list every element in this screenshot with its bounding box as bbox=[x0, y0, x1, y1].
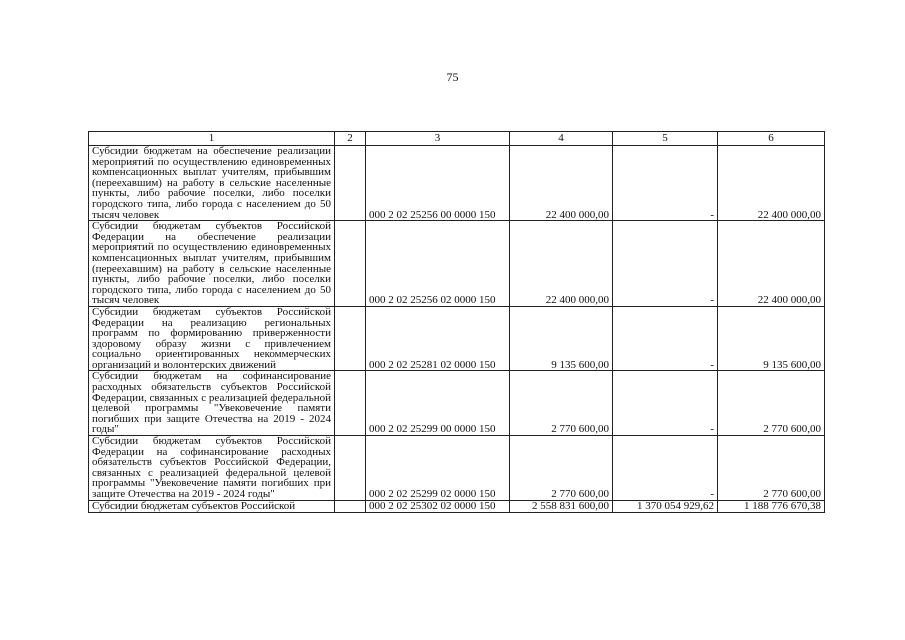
column-header-3: 3 bbox=[366, 132, 510, 146]
row-col5-amount: - bbox=[613, 436, 718, 501]
row-col5-amount: - bbox=[613, 146, 718, 221]
table-row bbox=[89, 371, 825, 436]
row-budget-code: 000 2 02 25299 00 0000 150 bbox=[366, 371, 510, 436]
column-header-4: 4 bbox=[510, 132, 613, 146]
row-budget-code: 000 2 02 25302 02 0000 150 bbox=[366, 500, 510, 512]
row-col2 bbox=[335, 221, 366, 307]
column-header-2: 2 bbox=[335, 132, 366, 146]
row-budget-code: 000 2 02 25281 02 0000 150 bbox=[366, 306, 510, 371]
budget-table bbox=[88, 131, 825, 513]
row-col2 bbox=[335, 306, 366, 371]
row-col6-amount: 22 400 000,00 bbox=[718, 146, 825, 221]
row-description: Субсидии бюджетам на софинансирование расходных обязательств субъектов Российской Федерации, связанных с реализацией федеральной целевой программы "Увековечение памяти погибших при защите Отечества на 2019 - 2024 годы" bbox=[89, 371, 335, 436]
page-number: 75 bbox=[446, 70, 459, 84]
row-budget-code: 000 2 02 25256 00 0000 150 bbox=[366, 146, 510, 221]
column-header-5: 5 bbox=[613, 132, 718, 146]
row-col6-amount: 1 188 776 670,38 bbox=[718, 500, 825, 512]
row-col4-amount: 22 400 000,00 bbox=[510, 146, 613, 221]
row-description: Субсидии бюджетам субъектов Российской bbox=[89, 500, 335, 512]
row-col5-amount: - bbox=[613, 221, 718, 307]
row-col6-amount: 22 400 000,00 bbox=[718, 221, 825, 307]
row-budget-code: 000 2 02 25256 02 0000 150 bbox=[366, 221, 510, 307]
table-row bbox=[89, 146, 825, 221]
column-header-6: 6 bbox=[718, 132, 825, 146]
table-row bbox=[89, 436, 825, 501]
row-description: Субсидии бюджетам на обеспечение реализации мероприятий по осуществлению единовременных компенсационных выплат учителям, прибывшим (переехавшим) на работу в сельские населенные пункты, либо рабочие поселки, либо поселки городского типа, либо города с населением до 50 тысяч человек bbox=[89, 146, 335, 221]
row-col5-amount: - bbox=[613, 371, 718, 436]
table-header-row bbox=[89, 132, 825, 146]
row-col2 bbox=[335, 146, 366, 221]
row-col6-amount: 9 135 600,00 bbox=[718, 306, 825, 371]
row-col5-amount: - bbox=[613, 306, 718, 371]
row-col4-amount: 9 135 600,00 bbox=[510, 306, 613, 371]
row-col2 bbox=[335, 371, 366, 436]
row-col2 bbox=[335, 436, 366, 501]
table-row bbox=[89, 500, 825, 512]
table-row bbox=[89, 306, 825, 371]
row-col4-amount: 2 770 600,00 bbox=[510, 371, 613, 436]
column-header-1: 1 bbox=[89, 132, 335, 146]
row-col4-amount: 2 558 831 600,00 bbox=[510, 500, 613, 512]
row-col4-amount: 2 770 600,00 bbox=[510, 436, 613, 501]
row-col4-amount: 22 400 000,00 bbox=[510, 221, 613, 307]
table-row bbox=[89, 221, 825, 307]
row-description: Субсидии бюджетам субъектов Российской Федерации на обеспечение реализации мероприятий по осуществлению единовременных компенсационных выплат учителям, прибывшим (переехавшим) на работу в сельские населенные пункты, либо рабочие поселки, либо поселки городского типа, либо города с населением до 50 тысяч человек bbox=[89, 221, 335, 307]
row-budget-code: 000 2 02 25299 02 0000 150 bbox=[366, 436, 510, 501]
row-col6-amount: 2 770 600,00 bbox=[718, 371, 825, 436]
row-col6-amount: 2 770 600,00 bbox=[718, 436, 825, 501]
row-description: Субсидии бюджетам субъектов Российской Федерации на реализацию региональных программ по формированию приверженности здоровому образу жизни с привлечением социально ориентированных некоммерческих организаций и волонтерских движений bbox=[89, 306, 335, 371]
row-col2 bbox=[335, 500, 366, 512]
row-description: Субсидии бюджетам субъектов Российской Федерации на софинансирование расходных обязательств субъектов Российской Федерации, связанных с реализацией федеральной целевой программы "Увековечение памяти погибших при защите Отечества на 2019 - 2024 годы" bbox=[89, 436, 335, 501]
row-col5-amount: 1 370 054 929,62 bbox=[613, 500, 718, 512]
